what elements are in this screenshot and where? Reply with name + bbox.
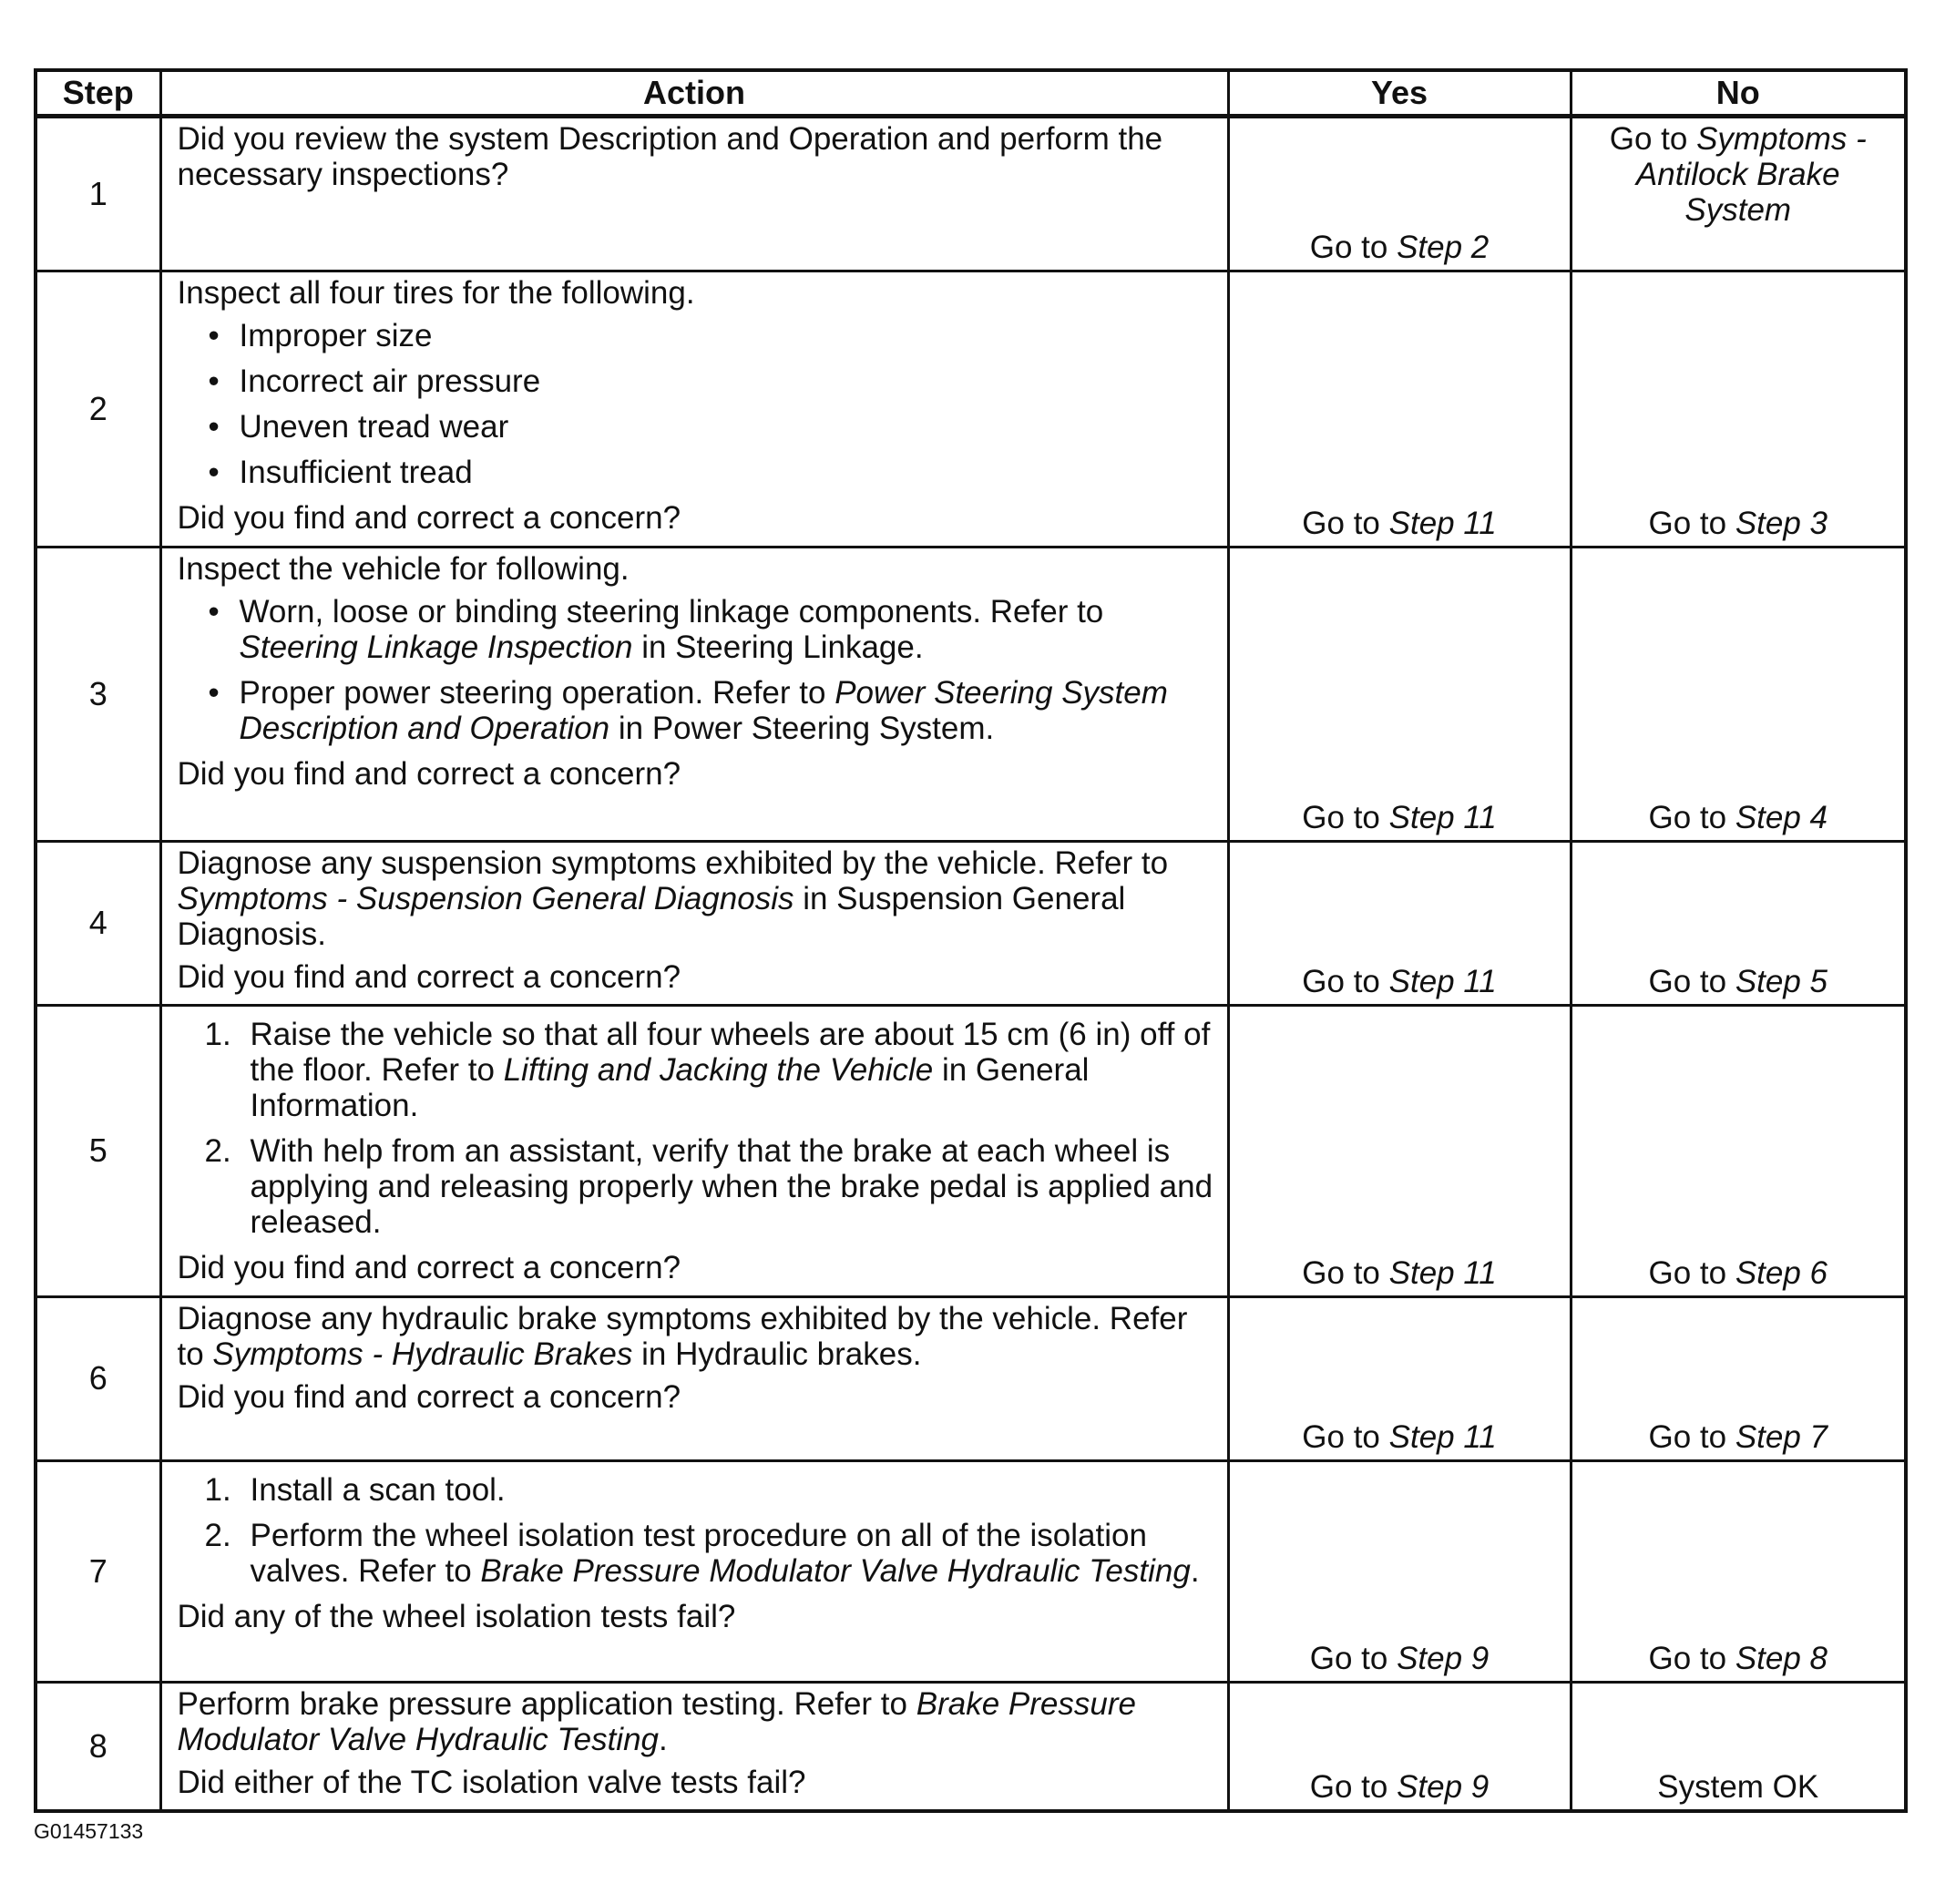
yes-cell [1228,271,1571,547]
numbered-list [178,1472,1214,1589]
header-yes: Yes [1228,70,1571,116]
yes-link[interactable]: Step 11 [1388,799,1497,835]
yes-link[interactable]: Step 9 [1397,1640,1490,1676]
action-text: Diagnose any hydraulic brake symptoms exhibited by the vehicle. Refer to Symptoms - Hydraulic Brakes in Hydraulic brakes. [177,1300,1188,1372]
table-row [36,547,1906,841]
table-row [36,841,1906,1005]
yes-cell [1228,1296,1571,1460]
action-question: Did you find and correct a concern? [177,1378,681,1415]
reference-link[interactable]: Symptoms - Suspension General Diagnosis [177,880,794,916]
no-prefix: Go to [1648,1254,1735,1291]
action-text: Diagnose any suspension symptoms exhibited by the vehicle. Refer to Symptoms - Suspension General Diagnosis in Suspension General Diagnosis. [177,845,1169,952]
no-link[interactable]: Step 3 [1735,505,1828,541]
yes-prefix: Go to [1302,963,1389,999]
no-cell [1571,841,1906,1005]
no-link[interactable]: Step 8 [1735,1640,1828,1676]
reference-link[interactable]: Power Steering System Description and Operation [239,674,1168,746]
header-step: Step [36,70,160,116]
list-item: 2. Perform the wheel isolation test procedure on all of the isolation valves. Refer to Brake Pressure Modulator Valve Hydraulic Testing. [204,1517,1200,1589]
list-item: 1. Raise the vehicle so that all four wheels are about 15 cm (6 in) off of the floor. Refer to Lifting and Jacking the Vehicle in General Information. [204,1016,1211,1123]
reference-link[interactable]: Brake Pressure Modulator Valve Hydraulic Testing [480,1552,1191,1589]
no-cell [1571,1682,1906,1811]
no-prefix: Go to [1648,963,1735,999]
action-question: Did you find and correct a concern? [177,958,681,995]
reference-link[interactable]: Steering Linkage Inspection [239,629,633,665]
table-row [36,1005,1906,1296]
step-number: 4 [36,841,160,1005]
no-prefix: Go to [1648,1640,1735,1676]
no-link[interactable]: Step 6 [1735,1254,1828,1291]
no-cell [1571,1296,1906,1460]
no-link[interactable]: Symptoms - Antilock Brake System [1635,120,1867,228]
no-prefix: Go to [1648,1418,1735,1455]
yes-cell [1228,1682,1571,1811]
yes-prefix: Go to [1309,1640,1398,1676]
action-cell [160,271,1228,547]
list-item: • Incorrect air pressure [240,363,1214,399]
yes-cell [1228,841,1571,1005]
action-cell [160,1296,1228,1460]
action-cell [160,841,1228,1005]
action-text: Did you review the system Description and Operation and perform the necessary inspections? [177,120,1163,192]
step-number: 6 [36,1296,160,1460]
yes-cell [1228,547,1571,841]
table-row [36,116,1906,271]
no-cell [1571,547,1906,841]
action-cell [160,547,1228,841]
step-number: 3 [36,547,160,841]
action-cell [160,1005,1228,1296]
action-question: Did you find and correct a concern? [177,1249,681,1285]
header-row [36,70,1906,116]
list-item: • Insufficient tread [240,455,1214,490]
yes-link[interactable]: Step 9 [1397,1769,1490,1805]
step-number: 8 [36,1682,160,1811]
yes-prefix: Go to [1302,1254,1389,1291]
no-prefix: Go to [1648,505,1735,541]
table-row [36,271,1906,547]
no-cell [1571,1460,1906,1682]
action-text: Perform brake pressure application testing. Refer to Brake Pressure Modulator Valve Hydraulic Testing. [177,1685,1136,1757]
step-number: 1 [36,116,160,271]
action-cell [160,1460,1228,1682]
no-link[interactable]: Step 4 [1735,799,1828,835]
step-number: 5 [36,1005,160,1296]
figure-id: G01457133 [34,1819,144,1843]
yes-prefix: Go to [1302,799,1389,835]
list-item: • Improper size [240,318,1214,353]
no-cell [1571,271,1906,547]
yes-cell [1228,116,1571,271]
bullet-list [178,318,1214,490]
list-item: • Uneven tread wear [240,409,1214,445]
action-cell [160,116,1228,271]
no-cell [1571,1005,1906,1296]
yes-link[interactable]: Step 11 [1388,963,1497,999]
list-item: • Worn, loose or binding steering linkage components. Refer to Steering Linkage Inspection in Steering Linkage. [240,594,1214,665]
no-result: System OK [1657,1769,1819,1805]
yes-link[interactable]: Step 11 [1388,1418,1497,1455]
yes-cell [1228,1005,1571,1296]
yes-link[interactable]: Step 11 [1388,505,1497,541]
list-item: • Proper power steering operation. Refer to Power Steering System Description and Operation in Power Steering System. [240,675,1214,746]
yes-cell [1228,1460,1571,1682]
numbered-list [178,1017,1214,1240]
yes-prefix: Go to [1309,229,1398,265]
action-question: Did any of the wheel isolation tests fail? [177,1598,736,1634]
action-question: Did either of the TC isolation valve tests fail? [177,1764,806,1800]
yes-link[interactable]: Step 11 [1388,1254,1497,1291]
bullet-list [178,594,1214,746]
no-cell [1571,116,1906,271]
header-no: No [1571,70,1906,116]
action-text: Inspect all four tires for the following. [177,274,695,311]
action-question: Did you find and correct a concern? [177,499,681,536]
yes-prefix: Go to [1302,1418,1389,1455]
reference-link[interactable]: Lifting and Jacking the Vehicle [503,1051,934,1088]
header-action: Action [160,70,1228,116]
diagnostic-table [34,68,1908,1813]
yes-link[interactable]: Step 2 [1397,229,1490,265]
table-row [36,1460,1906,1682]
yes-prefix: Go to [1309,1769,1398,1805]
list-item: 1. Install a scan tool. [204,1471,506,1508]
table-row [36,1682,1906,1811]
step-number: 7 [36,1460,160,1682]
no-prefix: Go to [1609,120,1697,157]
table-row [36,1296,1906,1460]
yes-prefix: Go to [1302,505,1389,541]
action-text: Inspect the vehicle for following. [177,550,630,587]
reference-link[interactable]: Brake Pressure Modulator Valve Hydraulic Testing [177,1685,1136,1757]
step-number: 2 [36,271,160,547]
no-link[interactable]: Step 7 [1735,1418,1828,1455]
reference-link[interactable]: Symptoms - Hydraulic Brakes [212,1336,633,1372]
action-cell [160,1682,1228,1811]
no-link[interactable]: Step 5 [1735,963,1828,999]
list-item: 2. With help from an assistant, verify that the brake at each wheel is applying and releasing properly when the brake pedal is applied and released. [204,1132,1213,1240]
action-question: Did you find and correct a concern? [177,755,681,792]
no-prefix: Go to [1648,799,1735,835]
